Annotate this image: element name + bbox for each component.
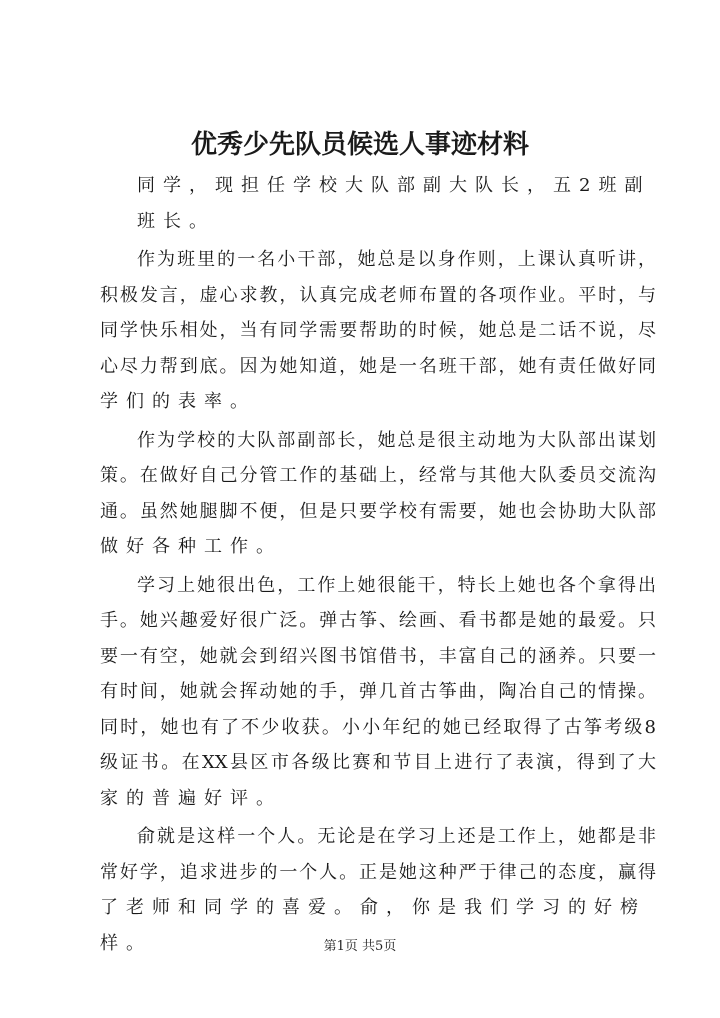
paragraph	[100, 168, 656, 239]
paragraph	[100, 242, 656, 420]
text-line: 学们的表率。	[100, 391, 256, 412]
text-line: 策。在做好自己分管工作的基础上，经常与其他大队委员交流沟	[100, 465, 656, 486]
text-line: 级证书。在XX县区市各级比赛和节目上进行了表演，得到了大	[100, 752, 656, 773]
text-line: 积极发言，虚心求教，认真完成老师布置的各项作业。平时，与	[100, 284, 656, 306]
text-line: 学习上她很出色，工作上她很能干，特长上她也各个拿得出	[137, 574, 656, 596]
page-footer: 第1页 共5页	[323, 939, 397, 954]
text-line: 要一有空，她就会到绍兴图书馆借书，丰富自己的涵养。只要一	[100, 645, 656, 667]
text-line: 心尽力帮到底。因为她知道，她是一名班干部，她有责任做好同	[100, 355, 656, 377]
text-line: 了老师和同学的喜爱。俞，你是我们学习的好榜样。	[100, 897, 646, 954]
text-line: 作为学校的大队部副部长，她总是很主动地为大队部出谋划	[137, 429, 656, 451]
document-body	[100, 168, 656, 964]
text-line: 家的普遍好评。	[100, 787, 282, 809]
paragraph	[100, 568, 656, 817]
paragraph	[100, 423, 656, 565]
text-line: 做好各种工作。	[100, 536, 282, 557]
text-line: 有时间，她就会挥动她的手，弹几首古筝曲，陶冶自己的情操。	[100, 681, 656, 702]
text-line: 同学，现担任学校大队部副大队长，五2班副班长。	[137, 175, 651, 232]
text-line: 俞就是这样一个人。无论是在学习上还是工作上，她都是非	[137, 826, 656, 847]
document-title: 优秀少先队员候选人事迹材料	[190, 130, 529, 160]
text-line: 手。她兴趣爱好很广泛。弹古筝、绘画、看书都是她的最爱。只	[100, 610, 656, 631]
text-line: 同时，她也有了不少收获。小小年纪的她已经取得了古筝考级8	[100, 716, 656, 738]
text-line: 常好学，追求进步的一个人。正是她这种严于律己的态度，赢得	[100, 861, 656, 883]
text-line: 作为班里的一名小干部，她总是以身作则，上课认真听讲，	[137, 249, 656, 270]
text-line: 通。虽然她腿脚不便，但是只要学校有需要，她也会协助大队部	[100, 500, 656, 522]
text-line: 同学快乐相处，当有同学需要帮助的时候，她总是二话不说，尽	[100, 320, 656, 341]
